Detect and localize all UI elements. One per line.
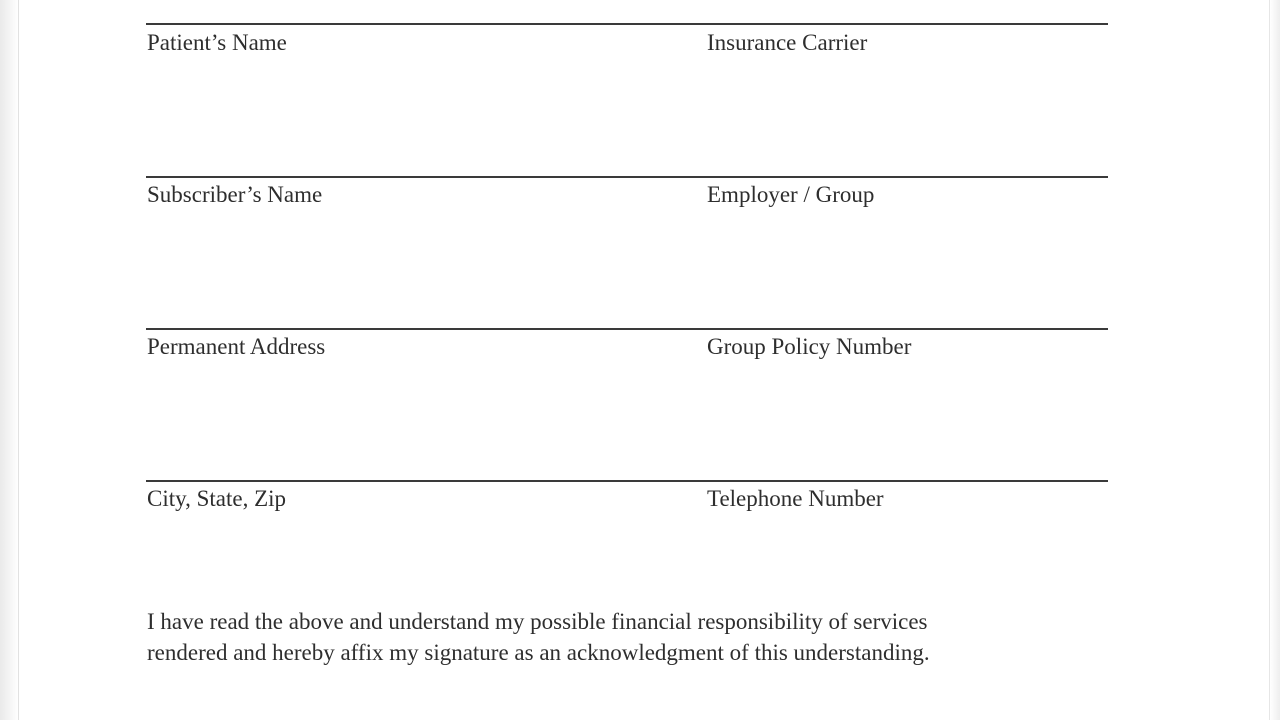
insurance-carrier-label: Insurance Carrier: [707, 30, 868, 55]
acknowledgment-paragraph: [147, 606, 1127, 668]
signature-line-row-1[interactable]: [146, 23, 1108, 25]
signature-line-row-2[interactable]: [146, 176, 1108, 178]
city-state-zip-label: City, State, Zip: [147, 486, 287, 511]
signature-line-row-3[interactable]: [146, 328, 1108, 330]
acknowledgment-line-2: rendered and hereby affix my signature as an acknowledgment of this understanding.: [147, 640, 930, 665]
subscriber-name-label: Subscriber’s Name: [147, 182, 323, 207]
acknowledgment-line-1: I have read the above and understand my possible financial responsibility of services: [147, 609, 928, 634]
telephone-number-label: Telephone Number: [707, 486, 884, 511]
employer-group-label: Employer / Group: [707, 182, 875, 207]
group-policy-number-label: Group Policy Number: [707, 334, 912, 359]
page-edge-left: [0, 0, 19, 720]
patient-name-label: Patient’s Name: [147, 30, 287, 55]
page-edge-right: [1269, 0, 1280, 720]
signature-line-row-4[interactable]: [146, 480, 1108, 482]
permanent-address-label: Permanent Address: [147, 334, 326, 359]
